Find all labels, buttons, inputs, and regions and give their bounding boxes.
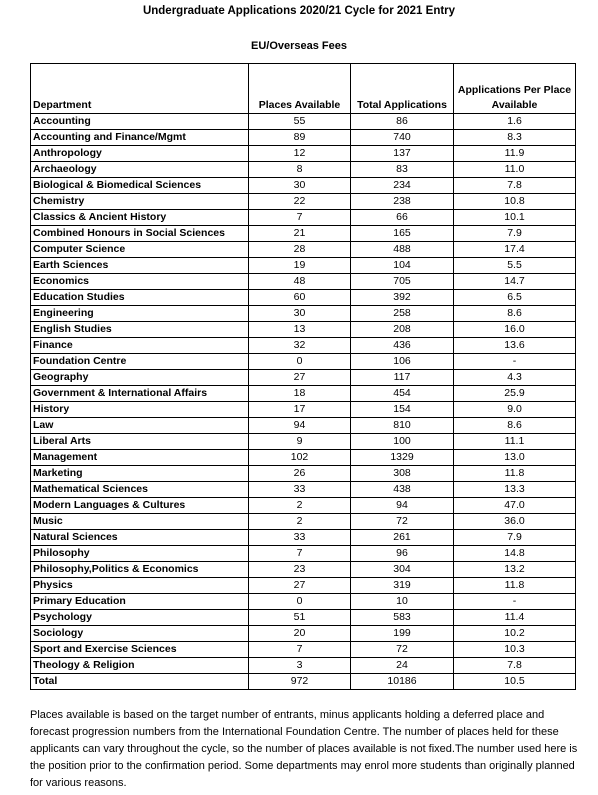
cell-total-applications: 72 — [351, 514, 454, 530]
cell-department: Philosophy,Politics & Economics — [31, 562, 249, 578]
table-row — [31, 418, 576, 434]
cell-places-available: 23 — [249, 562, 351, 578]
cell-places-available: 17 — [249, 402, 351, 418]
cell-applications-per-place: 7.9 — [454, 530, 576, 546]
table-row — [31, 114, 576, 130]
cell-applications-per-place: - — [454, 354, 576, 370]
cell-total-applications: 238 — [351, 194, 454, 210]
cell-places-available: 21 — [249, 226, 351, 242]
cell-places-available: 32 — [249, 338, 351, 354]
cell-places-available: 3 — [249, 658, 351, 674]
cell-total-applications: 199 — [351, 626, 454, 642]
cell-department: Music — [31, 514, 249, 530]
cell-applications-per-place: 11.0 — [454, 162, 576, 178]
cell-places-available: 2 — [249, 498, 351, 514]
table-row — [31, 226, 576, 242]
cell-places-available: 7 — [249, 210, 351, 226]
table-row — [31, 338, 576, 354]
footnote: Places available is based on the target number of entrants, minus applicants holding a deferred place and forecast progression numbers from the International Foundation Centre. The number of places held for these applicants can vary throughout the cycle, so the number of places available is not fixed.The number used here is the position prior to the confirmation period. Some departments may enrol more students than originally planned for various reasons. — [30, 709, 578, 789]
table-row — [31, 626, 576, 642]
cell-total-applications: 261 — [351, 530, 454, 546]
cell-applications-per-place: 13.2 — [454, 562, 576, 578]
cell-applications-per-place: 7.8 — [454, 658, 576, 674]
cell-total-applications: 165 — [351, 226, 454, 242]
cell-places-available: 0 — [249, 594, 351, 610]
cell-department: Total — [31, 674, 249, 690]
table-row — [31, 642, 576, 658]
cell-places-available: 7 — [249, 546, 351, 562]
cell-applications-per-place: 47.0 — [454, 498, 576, 514]
cell-places-available: 22 — [249, 194, 351, 210]
cell-applications-per-place: 25.9 — [454, 386, 576, 402]
cell-department: Management — [31, 450, 249, 466]
cell-places-available: 27 — [249, 370, 351, 386]
cell-places-available: 13 — [249, 322, 351, 338]
table-row — [31, 306, 576, 322]
header-total-applications: Total Applications — [351, 64, 454, 114]
cell-total-applications: 208 — [351, 322, 454, 338]
cell-applications-per-place: 11.4 — [454, 610, 576, 626]
cell-places-available: 102 — [249, 450, 351, 466]
table-row — [31, 514, 576, 530]
page-title: Undergraduate Applications 2020/21 Cycle for 2021 Entry — [142, 5, 456, 17]
cell-places-available: 51 — [249, 610, 351, 626]
cell-places-available: 12 — [249, 146, 351, 162]
table-row — [31, 146, 576, 162]
cell-department: Government & International Affairs — [31, 386, 249, 402]
cell-total-applications: 1329 — [351, 450, 454, 466]
table-row — [31, 450, 576, 466]
cell-places-available: 2 — [249, 514, 351, 530]
cell-applications-per-place: 6.5 — [454, 290, 576, 306]
cell-department: Physics — [31, 578, 249, 594]
table-row — [31, 498, 576, 514]
cell-applications-per-place: 4.3 — [454, 370, 576, 386]
cell-applications-per-place: 13.3 — [454, 482, 576, 498]
cell-total-applications: 154 — [351, 402, 454, 418]
cell-department: Philosophy — [31, 546, 249, 562]
cell-places-available: 972 — [249, 674, 351, 690]
header-places-available: Places Available — [249, 64, 351, 114]
cell-places-available: 19 — [249, 258, 351, 274]
cell-department: Earth Sciences — [31, 258, 249, 274]
cell-department: Psychology — [31, 610, 249, 626]
cell-department: Sociology — [31, 626, 249, 642]
table-row — [31, 386, 576, 402]
cell-department: Chemistry — [31, 194, 249, 210]
cell-applications-per-place: 9.0 — [454, 402, 576, 418]
cell-department: English Studies — [31, 322, 249, 338]
cell-total-applications: 810 — [351, 418, 454, 434]
cell-total-applications: 104 — [351, 258, 454, 274]
cell-department: Accounting — [31, 114, 249, 130]
cell-total-applications: 488 — [351, 242, 454, 258]
table-row — [31, 530, 576, 546]
cell-applications-per-place: 10.8 — [454, 194, 576, 210]
cell-total-applications: 24 — [351, 658, 454, 674]
table-row — [31, 434, 576, 450]
cell-places-available: 9 — [249, 434, 351, 450]
table-row — [31, 594, 576, 610]
cell-department: Engineering — [31, 306, 249, 322]
cell-department: Liberal Arts — [31, 434, 249, 450]
cell-applications-per-place: 8.6 — [454, 306, 576, 322]
table-row — [31, 466, 576, 482]
cell-department: Accounting and Finance/Mgmt — [31, 130, 249, 146]
cell-department: Mathematical Sciences — [31, 482, 249, 498]
cell-applications-per-place: 10.3 — [454, 642, 576, 658]
cell-applications-per-place: 11.8 — [454, 466, 576, 482]
table-row — [31, 402, 576, 418]
table-row — [31, 610, 576, 626]
cell-applications-per-place: 10.2 — [454, 626, 576, 642]
table-row — [31, 178, 576, 194]
cell-total-applications: 96 — [351, 546, 454, 562]
table-row — [31, 370, 576, 386]
cell-department: Classics & Ancient History — [31, 210, 249, 226]
cell-applications-per-place: 11.1 — [454, 434, 576, 450]
cell-total-applications: 117 — [351, 370, 454, 386]
cell-applications-per-place: 13.6 — [454, 338, 576, 354]
cell-total-applications: 10 — [351, 594, 454, 610]
cell-department: Finance — [31, 338, 249, 354]
fee-category-subtitle: EU/Overseas Fees — [250, 40, 347, 52]
cell-applications-per-place: 13.0 — [454, 450, 576, 466]
cell-total-applications: 436 — [351, 338, 454, 354]
cell-places-available: 30 — [249, 178, 351, 194]
cell-department: Anthropology — [31, 146, 249, 162]
cell-places-available: 55 — [249, 114, 351, 130]
header-department: Department — [31, 64, 249, 114]
cell-total-applications: 308 — [351, 466, 454, 482]
cell-department: Natural Sciences — [31, 530, 249, 546]
cell-applications-per-place: 11.8 — [454, 578, 576, 594]
table-row — [31, 482, 576, 498]
cell-places-available: 33 — [249, 530, 351, 546]
cell-total-applications: 94 — [351, 498, 454, 514]
cell-places-available: 33 — [249, 482, 351, 498]
cell-total-applications: 740 — [351, 130, 454, 146]
cell-total-applications: 234 — [351, 178, 454, 194]
cell-total-applications: 100 — [351, 434, 454, 450]
cell-total-applications: 137 — [351, 146, 454, 162]
cell-department: Education Studies — [31, 290, 249, 306]
cell-places-available: 94 — [249, 418, 351, 434]
table-row — [31, 162, 576, 178]
cell-department: History — [31, 402, 249, 418]
table-row — [31, 354, 576, 370]
cell-department: Modern Languages & Cultures — [31, 498, 249, 514]
cell-department: Theology & Religion — [31, 658, 249, 674]
cell-applications-per-place: 14.8 — [454, 546, 576, 562]
cell-applications-per-place: 11.9 — [454, 146, 576, 162]
cell-applications-per-place: 10.5 — [454, 674, 576, 690]
cell-total-applications: 304 — [351, 562, 454, 578]
cell-department: Biological & Biomedical Sciences — [31, 178, 249, 194]
cell-applications-per-place: 36.0 — [454, 514, 576, 530]
cell-places-available: 7 — [249, 642, 351, 658]
cell-department: Foundation Centre — [31, 354, 249, 370]
cell-places-available: 48 — [249, 274, 351, 290]
cell-total-applications: 705 — [351, 274, 454, 290]
cell-applications-per-place: 7.9 — [454, 226, 576, 242]
table-row — [31, 242, 576, 258]
cell-total-applications: 319 — [351, 578, 454, 594]
table-row — [31, 322, 576, 338]
cell-department: Primary Education — [31, 594, 249, 610]
cell-total-applications: 10186 — [351, 674, 454, 690]
header-applications-per-place: Applications Per Place Available — [454, 64, 576, 114]
cell-applications-per-place: 14.7 — [454, 274, 576, 290]
cell-places-available: 60 — [249, 290, 351, 306]
cell-department: Geography — [31, 370, 249, 386]
table-row — [31, 290, 576, 306]
table-row — [31, 258, 576, 274]
cell-total-applications: 72 — [351, 642, 454, 658]
table-body — [31, 114, 576, 690]
cell-total-applications: 106 — [351, 354, 454, 370]
table-row — [31, 562, 576, 578]
cell-applications-per-place: 8.3 — [454, 130, 576, 146]
cell-applications-per-place: 16.0 — [454, 322, 576, 338]
cell-places-available: 27 — [249, 578, 351, 594]
cell-total-applications: 258 — [351, 306, 454, 322]
cell-places-available: 30 — [249, 306, 351, 322]
cell-applications-per-place: 10.1 — [454, 210, 576, 226]
cell-department: Marketing — [31, 466, 249, 482]
table-row — [31, 578, 576, 594]
cell-places-available: 18 — [249, 386, 351, 402]
table-row — [31, 658, 576, 674]
cell-places-available: 0 — [249, 354, 351, 370]
cell-applications-per-place: 7.8 — [454, 178, 576, 194]
table-row — [31, 130, 576, 146]
cell-department: Law — [31, 418, 249, 434]
table-row — [31, 194, 576, 210]
cell-department: Archaeology — [31, 162, 249, 178]
total-row — [31, 674, 576, 690]
applications-table — [30, 63, 576, 690]
cell-applications-per-place: 17.4 — [454, 242, 576, 258]
table-row — [31, 210, 576, 226]
cell-places-available: 8 — [249, 162, 351, 178]
table-header-row — [31, 64, 576, 114]
cell-applications-per-place: 5.5 — [454, 258, 576, 274]
cell-total-applications: 66 — [351, 210, 454, 226]
cell-total-applications: 392 — [351, 290, 454, 306]
cell-total-applications: 83 — [351, 162, 454, 178]
cell-places-available: 26 — [249, 466, 351, 482]
cell-places-available: 89 — [249, 130, 351, 146]
cell-total-applications: 583 — [351, 610, 454, 626]
table-row — [31, 274, 576, 290]
cell-total-applications: 454 — [351, 386, 454, 402]
cell-department: Sport and Exercise Sciences — [31, 642, 249, 658]
cell-total-applications: 438 — [351, 482, 454, 498]
cell-department: Combined Honours in Social Sciences — [31, 226, 249, 242]
cell-department: Economics — [31, 274, 249, 290]
cell-places-available: 20 — [249, 626, 351, 642]
cell-applications-per-place: - — [454, 594, 576, 610]
cell-department: Computer Science — [31, 242, 249, 258]
table-row — [31, 546, 576, 562]
cell-applications-per-place: 8.6 — [454, 418, 576, 434]
cell-applications-per-place: 1.6 — [454, 114, 576, 130]
cell-total-applications: 86 — [351, 114, 454, 130]
cell-places-available: 28 — [249, 242, 351, 258]
